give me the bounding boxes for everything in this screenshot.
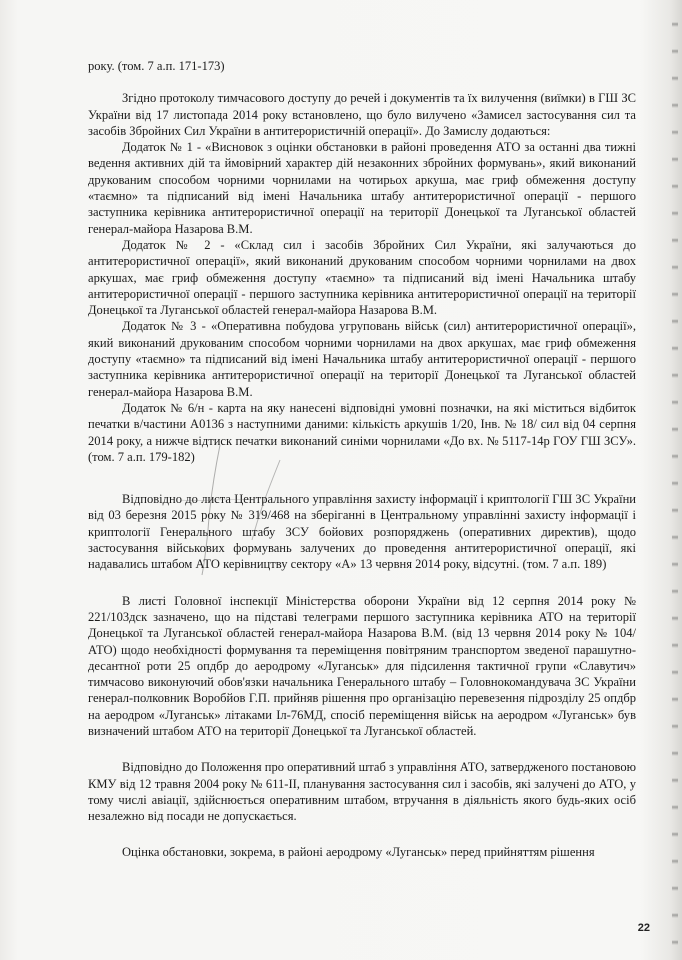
paragraph-regulation: Відповідно до Положення про оперативний штаб з управління АТО, затвердженого постановою КМУ від 12 травня 2004 року № 611-II, планування застосування сил і засобів, які залучені до АТО, у тому числі авіації, здійснюється оперативним штабом, втручання в діяльність якого будь-яких осіб незалежно від посади не допускається. <box>88 760 637 824</box>
paragraph-appendix-1: Додаток № 1 - «Висновок з оцінки обстановки в районі проведення АТО за останні два тижні ведення активних дій та ймовірний характер дій незаконних збройних формувань», який виконаний друкованим способом чорними чорнилами на чотирьох аркуша, має гриф обмеження доступу «таємно» та підписаний від імені Начальника штабу антитерористичної операції - першого заступника керівника антитерористичної операції на території Донецької та Луганської областей генерал-майора Назарова В.М. <box>88 140 636 236</box>
page-edge-shadow <box>672 0 678 960</box>
paragraph-appendix-3: Додаток № 3 - «Оперативна побудова угруповань військ (сил) антитерористичної операції», який виконаний друкованим способом чорними чорнилами на двох аркушах, має гриф обмеження доступу «таємно» та підписаний від імені Начальника штабу антитерористичної операції - першого заступника керівника антитерористичної операції на території Донецької та Луганської областей генерал-майора Назарова В.М. <box>88 319 636 399</box>
intro-line: року. (том. 7 а.п. 171-173) <box>88 59 225 73</box>
paragraph-appendix-2: Додаток № 2 - «Склад сил і засобів Збройних Сил України, які залучаються до антитерористичної операції», який виконаний друкованим способом чорними чорнилами на двох аркушах, має гриф обмеження доступу «таємно» та підписаний від імені Начальника штабу антитерористичної операції - першого заступника керівника антитерористичної операції на території Донецької та Луганської областей генерал-майора Назарова В.М. <box>88 237 636 318</box>
document-body <box>88 58 636 861</box>
paragraph-inspection-letter: В листі Головної інспекції Міністерства оборони України від 12 серпня 2014 року № 221/103дск зазначено, що на підставі телеграми першого заступника керівника АТО на території Донецької та Луганської областей генерал-майора Назарова В.М. (від 13 червня 2014 року № 104/АТО) щодо необхідності формування та переміщення повітряним транспортом зведеної парашутно-десантної роти 25 опдбр до аеродрому «Луганськ» для підсилення тактичної групи «Славутич» тимчасово виконуючий обов'язки начальника Генерального штабу – Головнокомандувача ЗС України генерал-полковник Воробйов Г.П. прийняв рішення про організацію перевезення підрозділу 25 опдбр на аеродром «Луганськ» літаками Іл-76МД, спосіб переміщення військ на аеродром «Луганськ» був визначений штабом АТО на території Донецької та Луганської областей. <box>88 593 636 738</box>
paragraph-appendix-map: Додаток № 6/н - карта на яку нанесені відповідні умовні позначки, на які міститься відбиток печатки в/частини А0136 з наступними даними: кількість аркушів 1/20, Інв. № 18/ сил від 04 серпня 2014 року, а нижче відтиск печатки виконаний синіми чорнилами «До вх. № 5117-14р ГОУ ГШ ЗСУ». (том. 7 а.п. 179-182) <box>88 400 636 464</box>
paragraph-crypto-letter: Відповідно до листа Центрального управління захисту інформації і криптології ГШ ЗС України від 03 березня 2015 року № 319/468 на зберіганні в Центральному управлінні захисту інформації і криптології Генерального штабу ЗСУ бойових розпоряджень (оперативних директив), щодо застосування військових формувань залучених до проведення антитерористичної операції, які надавались штабом АТО керівництву сектору «А» 13 червня 2014 року, відсутні. (том. 7 а.п. 189) <box>88 492 636 572</box>
page-number: 22 <box>637 922 650 934</box>
paragraph-assessment: Оцінка обстановки, зокрема, в районі аеродрому «Луганськ» перед прийняттям рішення <box>122 845 595 860</box>
paragraph-protocol: Згідно протоколу тимчасового доступу до речей і документів та їх вилучення (виїмки) в ГШ ЗС України від 17 листопада 2014 року встановлено, що було вилучено «Замисел застосування сил та засобів Збройних Сил України в антитерористичній операції». До Замислу додаються: <box>88 91 636 138</box>
